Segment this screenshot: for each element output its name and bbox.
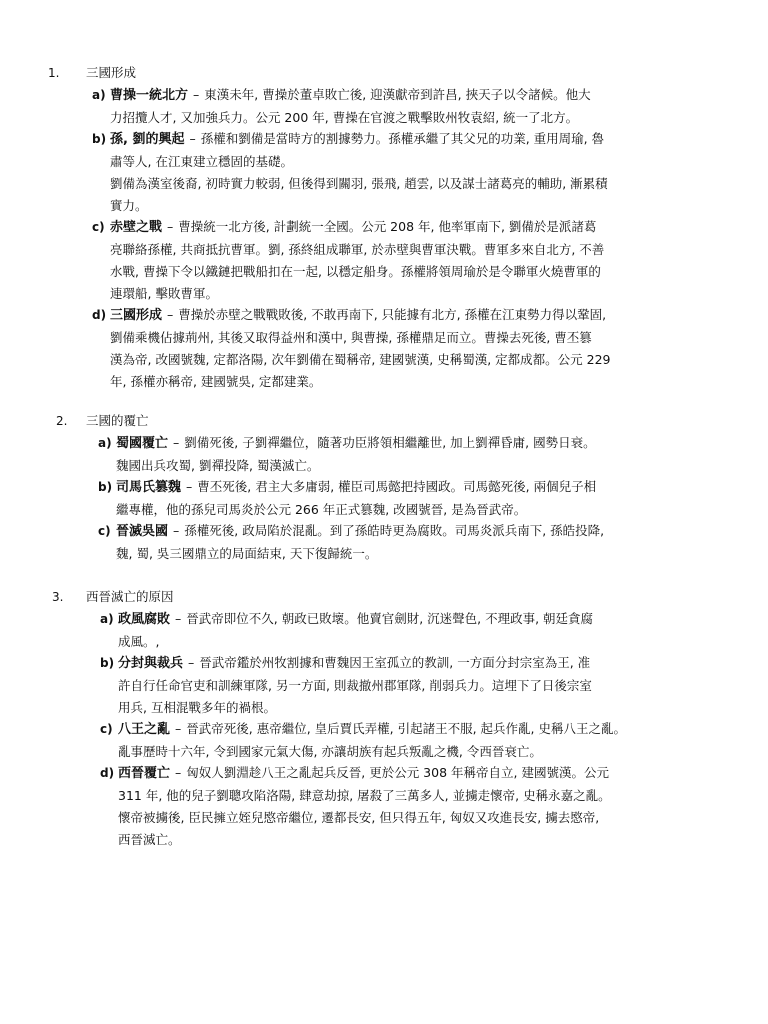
item-text-line: 力招攬人才, 又加強兵力。公元 200 年, 曹操在官渡之戰擊敗州牧袁紹, 統一了北方。 [110, 110, 579, 125]
item-text-line: 孫權和劉備是當時方的割據勢力。孫權承繼了其父兄的功業, 重用周瑜, 魯 [200, 131, 605, 146]
section-title: 三國的覆亡 [86, 413, 149, 428]
item-text-line: 晉武帝死後, 惠帝繼位, 皇后賈氏弄權, 引起諸王不服, 起兵作亂, 史稱八王之亂。 [186, 721, 627, 736]
item-dash: – [175, 721, 182, 736]
item-text-line: 亂事歷時十六年, 令到國家元氣大傷, 亦讓胡族有起兵叛亂之機, 令西晉衰亡。 [118, 744, 542, 759]
item-text-line: 肅等人, 在江東建立穩固的基礎。 [110, 154, 293, 169]
item-dash: – [175, 611, 182, 626]
item-dash: – [173, 523, 180, 538]
item-heading: 赤壁之戰 [110, 220, 163, 235]
list-item [92, 216, 720, 305]
item-heading: 曹操一統北方 [110, 88, 189, 103]
item-dash: – [186, 479, 193, 494]
item-marker: b) [92, 132, 107, 146]
list-item [100, 762, 728, 851]
item-text-line: 成風。, [118, 634, 160, 649]
item-text-line: 晉武帝即位不久, 朝政已敗壞。他賣官劍財, 沉迷聲色, 不理政事, 朝廷貪腐 [186, 611, 594, 626]
item-dash: – [188, 655, 195, 670]
item-marker: c) [92, 220, 105, 234]
item-text-line: 晉武帝鑑於州牧割據和曹魏因王室孤立的教訓, 一方面分封宗室為王, 准 [199, 655, 591, 670]
list-item [98, 476, 726, 521]
item-text-line: 劉備為漢室後裔, 初時實力較弱, 但後得到關羽, 張飛, 趙雲, 以及謀士諸葛亮的輔助, 漸累積 [110, 176, 608, 191]
item-text-line: 繼專權，他的孫兒司馬炎於公元 266 年正式篡魏, 改國號晉, 是為晉武帝。 [116, 502, 527, 517]
item-text-line: 許自行任命官吏和訓練軍隊, 另一方面, 則裁撤州郡軍隊, 削弱兵力。這埋下了日後宗室 [118, 678, 592, 693]
item-text-line: 魏國出兵攻蜀, 劉禪投降, 蜀漢滅亡。 [116, 458, 320, 473]
item-text-line: 311 年, 他的兒子劉聰攻陷洛陽, 肆意劫掠, 屠殺了三萬多人, 並擄走懷帝, 史稱永嘉之亂。 [118, 788, 611, 803]
item-dash: – [167, 219, 174, 234]
item-dash: – [173, 435, 180, 450]
section-number: 1. [48, 66, 60, 80]
item-text-line: 年, 孫權亦稱帝, 建國號吳, 定都建業。 [110, 374, 322, 389]
item-dash: – [167, 307, 174, 322]
section-number: 2. [56, 414, 68, 428]
item-marker: d) [92, 308, 107, 322]
item-heading: 西晉覆亡 [118, 766, 171, 781]
list-item [98, 432, 726, 477]
item-text-line: 西晉滅亡。 [118, 832, 181, 847]
item-marker: d) [100, 766, 115, 780]
list-item [100, 608, 728, 653]
item-text-line: 水戰, 曹操下令以鐵鏈把戰船扣在一起, 以穩定船身。孫權將領周瑜於是令聯軍火燒曹軍的 [110, 264, 601, 279]
item-marker: a) [92, 88, 106, 102]
item-text-line: 魏, 蜀, 吳三國鼎立的局面結束, 天下復歸統一。 [116, 546, 378, 561]
item-marker: a) [100, 612, 114, 626]
item-marker: b) [98, 480, 113, 494]
item-heading: 八王之亂 [118, 722, 171, 737]
item-heading: 三國形成 [110, 308, 163, 323]
item-marker: c) [100, 722, 113, 736]
item-text-line: 劉備死後, 子劉禪繼位，隨著功臣將領相繼離世, 加上劉禪昏庸, 國勢日衰。 [184, 435, 596, 450]
item-heading: 晉滅吳國 [116, 524, 169, 539]
list-item [98, 520, 726, 565]
item-dash: – [193, 87, 200, 102]
item-text-line: 匈奴人劉淵趁八王之亂起兵反晉, 更於公元 308 年稱帝自立, 建國號漢。公元 [186, 765, 609, 780]
section-title: 三國形成 [86, 65, 137, 80]
item-dash: – [175, 765, 182, 780]
item-text-line: 實力。 [110, 198, 148, 213]
list-item [100, 652, 728, 719]
item-marker: c) [98, 524, 111, 538]
item-heading: 分封與裁兵 [118, 656, 184, 671]
item-text-line: 劉備乘機佔據荊州, 其後又取得益州和漢中, 與曹操, 孫權鼎足而立。曹操去死後, 曹丕篡 [110, 330, 592, 345]
item-dash: – [189, 131, 196, 146]
item-heading: 蜀國覆亡 [116, 436, 169, 451]
item-heading: 政風腐敗 [118, 612, 171, 627]
item-text-line: 東漢未年, 曹操於董卓敗亡後, 迎漢獻帝到許昌, 挾天子以令諸候。他大 [204, 87, 591, 102]
list-item [100, 718, 728, 763]
item-text-line: 亮聯絡孫權, 共商抵抗曹軍。劉, 孫終組成聯軍, 於赤壁與曹軍決戰。曹軍多來自北方, 不善 [110, 242, 605, 257]
item-text-line: 曹丕死後, 君主大多庸弱, 權臣司馬懿把持國政。司馬懿死後, 兩個兒子相 [197, 479, 597, 494]
item-text-line: 連環船, 擊敗曹軍。 [110, 286, 218, 301]
item-text-line: 曹操於赤壁之戰戰敗後, 不敢再南下, 只能據有北方, 孫權在江東勢力得以鞏固, [178, 307, 607, 322]
item-heading: 孫, 劉的興起 [110, 132, 185, 147]
list-item [92, 128, 720, 217]
section-number: 3. [52, 590, 64, 604]
list-item [92, 304, 720, 393]
item-marker: a) [98, 436, 112, 450]
item-heading: 司馬氏篡魏 [116, 480, 182, 495]
item-text-line: 漢為帝, 改國號魏, 定都洛陽, 次年劉備在蜀稱帝, 建國號漢, 史稱蜀漢, 定都成都。公元 229 [110, 352, 611, 367]
section-title: 西晉滅亡的原因 [86, 589, 174, 604]
item-text-line: 曹操統一北方後, 計劃統一全國。公元 208 年, 他率軍南下, 劉備於是派諸葛 [178, 219, 597, 234]
item-text-line: 孫權死後, 政局陷於混亂。到了孫皓時更為腐敗。司馬炎派兵南下, 孫皓投降, [184, 523, 605, 538]
item-text-line: 用兵, 互相混戰多年的禍根。 [118, 700, 276, 715]
list-item [92, 84, 720, 129]
item-text-line: 懷帝被擄後, 臣民擁立姪兒愍帝繼位, 遷都長安, 但只得五年, 匈奴又攻進長安, 擄去愍帝, [118, 810, 600, 825]
item-marker: b) [100, 656, 115, 670]
